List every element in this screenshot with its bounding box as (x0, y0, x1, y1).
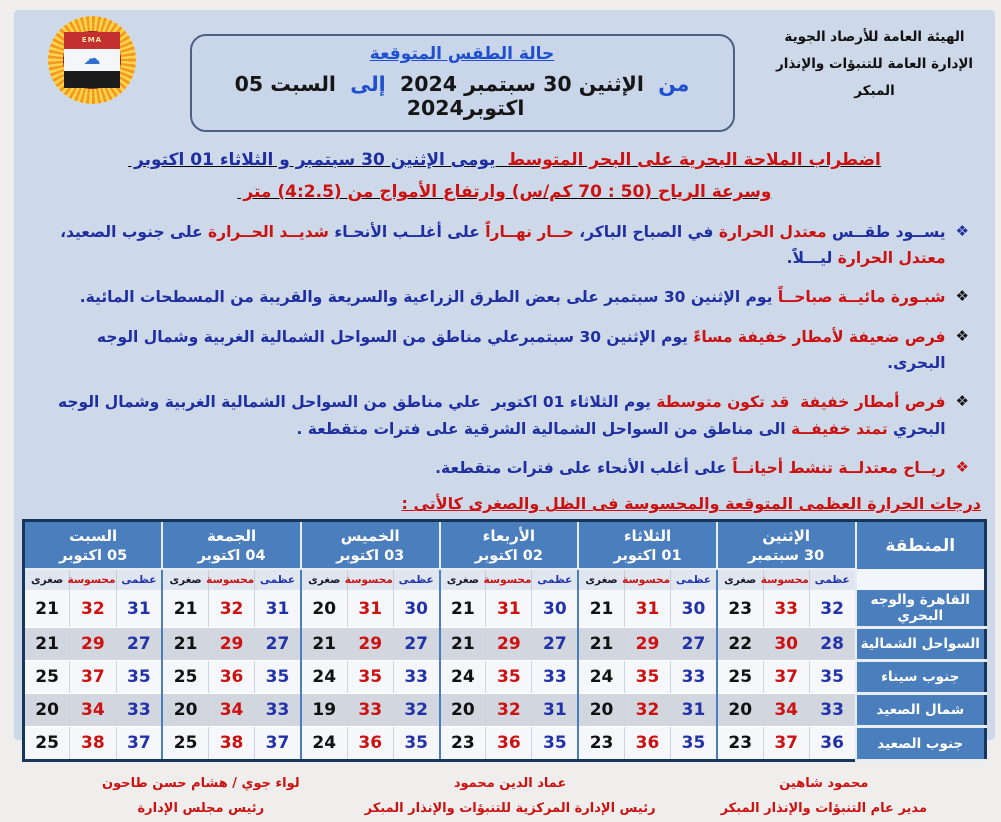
min-temp: 23 (578, 727, 624, 761)
text-segment: الى مناطق من السواحل الشمالية الشرقية على فترات متقطعة . (291, 419, 786, 438)
max-temp: 33 (671, 661, 717, 694)
feel-temp: 33 (347, 694, 393, 727)
ema-logo-text: EMA (64, 32, 120, 49)
forecast-bullet (40, 455, 969, 481)
feel-temp: 29 (347, 628, 393, 661)
feel-temp: 34 (208, 694, 254, 727)
max-temp: 35 (255, 661, 301, 694)
feel-temp: 29 (70, 628, 116, 661)
min-temp: 23 (717, 590, 763, 628)
sub-header-min: صغرى (301, 569, 347, 590)
region-cell: شمال الصعيد (856, 694, 986, 727)
sub-header-min: صغرى (717, 569, 763, 590)
sub-header-feel: محسوسة (624, 569, 670, 590)
day-name: الإثنين (762, 527, 811, 546)
min-temp: 20 (717, 694, 763, 727)
text-segment: يوم الإثنين 30 سبتمبر على بعض الطرق الزراعية والسريعة والقريبة من المسطحات المائية. (74, 288, 773, 307)
max-temp: 35 (809, 661, 855, 694)
signature-block (102, 772, 300, 821)
ema-emblem (63, 31, 121, 89)
cloud-icon: ☁ (64, 49, 120, 71)
day-header (301, 521, 440, 570)
bullet-text (40, 219, 946, 272)
forecast-bullet-list (40, 219, 969, 482)
bullet-text (40, 389, 946, 442)
temperature-table-head (24, 521, 986, 591)
feel-temp: 30 (763, 628, 809, 661)
bullet-diamond-icon: ❖ (955, 458, 969, 476)
feel-temp: 36 (347, 727, 393, 761)
feel-temp: 29 (624, 628, 670, 661)
text-segment: ريــاح معتدلــة تنشط أحيانــاً (726, 459, 946, 477)
signature-name: لواء جوي / هشام حسن طاحون (102, 776, 300, 792)
max-temp: 30 (671, 590, 717, 628)
bullet-diamond-icon: ❖ (955, 326, 969, 345)
feel-temp: 29 (208, 628, 254, 661)
text-segment: معتدل الحرارة (832, 248, 946, 267)
feel-temp: 36 (486, 727, 532, 761)
min-temp: 20 (301, 590, 347, 628)
agency-line1: الهيئة العامة للأرصاد الجوية (784, 29, 965, 45)
feel-temp: 38 (208, 727, 254, 761)
day-header (440, 521, 579, 570)
table-row (24, 628, 986, 661)
max-temp: 37 (255, 727, 301, 761)
min-temp: 24 (578, 661, 624, 694)
min-temp: 21 (162, 590, 208, 628)
text-segment: السبت 05 اكتوبر2024 (227, 72, 525, 120)
marine-warning-line1 (22, 144, 987, 176)
sub-header-min: صغرى (440, 569, 486, 590)
bullet-text (40, 455, 946, 481)
max-temp: 31 (532, 694, 578, 727)
min-temp: 21 (578, 590, 624, 628)
text-segment: يســود طقــس (826, 222, 946, 241)
day-date: 04 اكتوبر (197, 548, 266, 565)
feel-temp: 33 (763, 590, 809, 628)
signature-name: عماد الدين محمود (453, 776, 567, 792)
region-cell: جنوب سيناء (856, 661, 986, 694)
max-temp: 37 (116, 727, 162, 761)
max-temp: 27 (255, 628, 301, 661)
feel-temp: 32 (486, 694, 532, 727)
day-header (162, 521, 301, 570)
min-temp: 22 (717, 628, 763, 661)
sub-header-max: عظمى (255, 569, 301, 590)
feel-temp: 37 (763, 727, 809, 761)
feel-temp: 36 (624, 727, 670, 761)
sub-header-feel: محسوسة (70, 569, 116, 590)
min-temp: 21 (24, 628, 70, 661)
min-temp: 24 (301, 661, 347, 694)
title-box (190, 34, 735, 132)
text-segment: شبـورة مائيــة صباحــاً (772, 288, 946, 307)
min-temp: 21 (301, 628, 347, 661)
signature-name: محمود شاهين (779, 776, 869, 792)
day-name: الأربعاء (482, 527, 536, 546)
feel-temp: 31 (486, 590, 532, 628)
max-temp: 30 (532, 590, 578, 628)
day-header (24, 521, 163, 570)
page-title: حالة الطقس المتوقعة (369, 44, 555, 64)
text-segment: إلى (335, 72, 386, 96)
logo-area (22, 14, 162, 104)
max-temp: 35 (116, 661, 162, 694)
table-row (24, 694, 986, 727)
min-temp: 21 (24, 590, 70, 628)
text-segment: على أغلــب الأنحـاء (328, 222, 480, 241)
min-temp: 25 (162, 727, 208, 761)
feel-temp: 37 (70, 661, 116, 694)
sub-header-feel: محسوسة (486, 569, 532, 590)
region-column-header: المنطقة (856, 521, 986, 570)
feel-temp: 34 (763, 694, 809, 727)
forecast-bullet (40, 219, 969, 272)
min-temp: 23 (440, 727, 486, 761)
table-row (24, 590, 986, 628)
text-segment: على أغلب الأنحاء على فترات متقطعة. (429, 459, 727, 477)
min-temp: 24 (440, 661, 486, 694)
bullet-text (40, 324, 946, 377)
day-name: الخميس (340, 527, 400, 546)
day-date: 30 سبتمبر (748, 548, 825, 565)
temperature-table-body (24, 590, 986, 761)
header (22, 14, 987, 132)
text-segment: ليـــلاً. (781, 248, 833, 267)
max-temp: 33 (393, 661, 439, 694)
sub-header-feel: محسوسة (208, 569, 254, 590)
signatures (102, 772, 927, 821)
text-segment: تمتد خفيفــة (785, 419, 888, 438)
day-header (578, 521, 717, 570)
text-segment: يوم الإثنين 30 سبتمبرعلي مناطق من السواحل الشمالية الغربية وشمال الوجه البحرى. (91, 327, 946, 372)
bullet-diamond-icon: ❖ (955, 392, 969, 411)
max-temp: 27 (116, 628, 162, 661)
max-temp: 33 (809, 694, 855, 727)
max-temp: 30 (393, 590, 439, 628)
text-segment: شديــد الحــرارة (202, 222, 329, 241)
max-temp: 31 (671, 694, 717, 727)
bullet-diamond-icon: ❖ (955, 287, 969, 306)
feel-temp: 32 (70, 590, 116, 628)
min-temp: 21 (162, 628, 208, 661)
bullet-diamond-icon: ❖ (955, 221, 969, 240)
text-segment: على جنوب الصعيد، (54, 222, 203, 241)
feel-temp: 36 (208, 661, 254, 694)
date-range-line (198, 72, 727, 120)
max-temp: 31 (116, 590, 162, 628)
text-segment: يومى الإثنين 30 سبتمبر و الثلاثاء 01 اكتوبر (128, 150, 496, 170)
day-header (717, 521, 856, 570)
sub-header-max: عظمى (116, 569, 162, 590)
feel-temp: 35 (347, 661, 393, 694)
sub-header-max: عظمى (671, 569, 717, 590)
temperature-table (22, 519, 987, 762)
feel-temp: 31 (624, 590, 670, 628)
temperature-table-title: درجات الحرارة العظمى المتوقعة والمحسوسة فى الظل والصغرى كالأتى : (401, 494, 981, 514)
sub-header-min: صغرى (578, 569, 624, 590)
min-temp: 21 (440, 628, 486, 661)
day-date: 05 اكتوبر (59, 548, 128, 565)
feel-temp: 34 (70, 694, 116, 727)
text-segment: حــار نهــاراً (479, 222, 574, 241)
text-segment: وسرعة الرياح (50 : 70 كم/س) وارتفاع الأمواج من (4:2.5) متر (237, 182, 772, 203)
forecast-bullet (40, 324, 969, 377)
sub-header-max: عظمى (393, 569, 439, 590)
marine-warning (22, 144, 987, 209)
max-temp: 32 (393, 694, 439, 727)
max-temp: 35 (671, 727, 717, 761)
signature-title: رئيس مجلس الإدارة (137, 801, 265, 817)
max-temp: 33 (255, 694, 301, 727)
min-temp: 21 (440, 590, 486, 628)
max-temp: 33 (116, 694, 162, 727)
forecast-bullet (40, 284, 969, 310)
max-temp: 27 (671, 628, 717, 661)
feel-temp: 32 (208, 590, 254, 628)
min-temp: 25 (24, 727, 70, 761)
min-temp: 25 (24, 661, 70, 694)
text-segment: اضطراب الملاحة البحرية على البحر المتوسط (495, 150, 881, 170)
feel-temp: 37 (763, 661, 809, 694)
day-name: السبت (69, 527, 118, 546)
text-segment: الإثنين 30 سبتمبر 2024 (385, 72, 644, 96)
bullet-text (40, 284, 946, 310)
day-header-row (24, 521, 986, 570)
max-temp: 35 (532, 727, 578, 761)
text-segment: يوم الثلاثاء 01 اكتوبر علي مناطق من السواحل الشمالية الغربية وشمال الوجه البحري (52, 393, 946, 438)
min-temp: 20 (162, 694, 208, 727)
emblem-black-band (64, 71, 120, 88)
text-segment: معتدل الحرارة (713, 222, 827, 241)
sub-header-max: عظمى (809, 569, 855, 590)
min-temp: 24 (301, 727, 347, 761)
marine-warning-line2 (22, 176, 987, 208)
day-date: 03 اكتوبر (336, 548, 405, 565)
text-segment: من (643, 72, 690, 96)
feel-temp: 29 (486, 628, 532, 661)
max-temp: 35 (393, 727, 439, 761)
agency-titles (762, 24, 987, 105)
max-temp: 28 (809, 628, 855, 661)
max-temp: 27 (393, 628, 439, 661)
max-temp: 31 (255, 590, 301, 628)
min-temp: 20 (578, 694, 624, 727)
signature-title: رئيس الإدارة المركزية للتنبؤات والإنذار المبكر (364, 801, 656, 817)
agency-line2: الإدارة العامة للتنبؤات والإنذار المبكر (775, 56, 974, 99)
min-temp: 20 (24, 694, 70, 727)
max-temp: 33 (532, 661, 578, 694)
min-temp: 20 (440, 694, 486, 727)
min-temp: 21 (578, 628, 624, 661)
text-segment: فرص ضعيفة لأمطار خفيفة مساءً (688, 327, 946, 346)
day-name: الجمعة (206, 527, 257, 546)
signature-block (365, 772, 656, 821)
signature-block (721, 772, 927, 821)
region-cell: جنوب الصعيد (856, 727, 986, 761)
sub-header-min: صغرى (162, 569, 208, 590)
day-name: الثلاثاء (623, 527, 672, 546)
sub-header-min: صغرى (24, 569, 70, 590)
sub-header-feel: محسوسة (763, 569, 809, 590)
table-row (24, 661, 986, 694)
sub-header-row (24, 569, 986, 590)
feel-temp: 31 (347, 590, 393, 628)
max-temp: 27 (532, 628, 578, 661)
forecast-bullet (40, 389, 969, 442)
min-temp: 23 (717, 727, 763, 761)
blank-corner-cell (856, 569, 986, 590)
day-date: 01 اكتوبر (613, 548, 682, 565)
region-cell: السواحل الشمالية (856, 628, 986, 661)
sub-header-max: عظمى (532, 569, 578, 590)
day-date: 02 اكتوبر (474, 548, 543, 565)
feel-temp: 35 (624, 661, 670, 694)
min-temp: 25 (162, 661, 208, 694)
max-temp: 32 (809, 590, 855, 628)
feel-temp: 35 (486, 661, 532, 694)
text-segment: فرص أمطار خفيفة قد تكون متوسطة (650, 393, 946, 412)
feel-temp: 32 (624, 694, 670, 727)
region-cell: القاهرة والوجه البحري (856, 590, 986, 628)
min-temp: 25 (717, 661, 763, 694)
min-temp: 19 (301, 694, 347, 727)
table-row (24, 727, 986, 761)
text-segment: في الصباح الباكر، (573, 222, 714, 241)
sub-header-feel: محسوسة (347, 569, 393, 590)
ema-sun-logo (48, 16, 136, 104)
feel-temp: 38 (70, 727, 116, 761)
signature-title: مدير عام التنبؤات والإنذار المبكر (720, 801, 927, 817)
max-temp: 36 (809, 727, 855, 761)
bulletin-panel (14, 10, 995, 817)
